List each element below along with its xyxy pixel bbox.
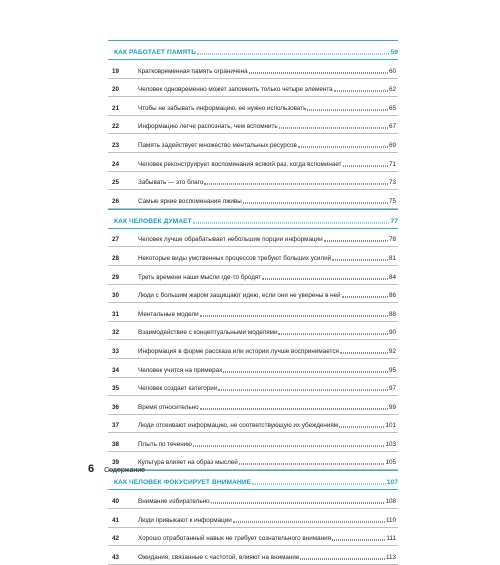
entry-page-number: 113 [385,553,396,561]
section-page-number: 107 [386,479,398,487]
entry-number: 31 [112,310,120,318]
entry-title: Самые яркие воспоминания лживы [138,197,242,205]
entry-page-number: 67 [388,123,396,131]
entry-page-number: 65 [388,104,396,112]
section-heading-thinking[interactable] [108,209,398,229]
toc-entry-33[interactable] [108,340,398,359]
entry-number: 43 [112,553,120,561]
toc-entry-32[interactable] [108,322,398,341]
toc-entry-25[interactable] [108,172,398,191]
entry-title: Кратковременная память ограничена [138,67,248,75]
entry-page-number: 108 [385,498,396,506]
section-heading-memory[interactable] [108,40,398,60]
entry-page-number: 88 [388,310,396,318]
section-page-number: 77 [390,217,398,225]
entry-number: 24 [112,160,120,168]
section-title: КАК РАБОТАЕТ ПАМЯТЬ [114,49,197,56]
entry-title: Люди отсеивают информацию, не соответствующую их убеждениям [138,422,339,430]
entry-title: Люди привыкают к информации [138,516,232,524]
entry-title: Время относительно [138,403,199,411]
entry-title: Ментальные модели [138,310,199,318]
toc-entry-31[interactable] [108,303,398,322]
section-title: КАК ЧЕЛОВЕК ДУМАЕТ [114,217,192,225]
toc-entry-43[interactable] [108,546,398,565]
entry-page-number: 69 [388,141,396,149]
entry-number: 21 [112,104,120,112]
dot-leader [332,259,388,260]
dot-leader [204,184,388,185]
entry-number: 29 [112,273,120,281]
entry-page-number: 105 [385,459,396,467]
toc-entry-42[interactable] [108,528,398,547]
entry-page-number: 111 [386,535,396,543]
entry-title: Ожидания, связанные с частотой, влияют на внимание [138,553,300,561]
entry-title: Человек реконструирует воспоминания всякий раз, когда вспоминает [138,160,342,168]
entry-number: 20 [112,86,120,94]
toc-entry-27[interactable] [108,229,398,248]
dot-leader [334,91,388,92]
dot-leader [324,241,388,242]
entry-title: Человек одновременно может запомнить только четыре элемента [138,86,333,94]
toc-entry-19[interactable] [108,60,398,79]
entry-number: 35 [112,385,120,393]
dot-leader [193,445,385,446]
toc-entry-28[interactable] [108,247,398,266]
dot-leader [223,371,388,372]
entry-number: 32 [112,329,120,337]
entry-title: Плыть по течению [138,440,192,448]
entry-page-number: 90 [388,329,396,337]
dot-leader [342,297,388,298]
entry-page-number: 62 [388,86,396,94]
dot-leader [278,334,388,335]
entry-title: Забывать — это благо [138,179,204,187]
entry-number: 40 [112,498,120,506]
entry-number: 38 [112,440,120,448]
dot-leader [197,54,389,55]
toc-entry-26[interactable] [108,190,398,209]
entry-title: Информацию легче распознать, чем вспомнить [138,123,278,131]
section-title: КАК ЧЕЛОВЕК ФОКУСИРУЕТ ВНИМАНИЕ [114,479,252,487]
entry-number: 23 [112,141,120,149]
section-page-number: 59 [390,49,398,56]
entry-page-number: 73 [388,179,396,187]
toc-entry-21[interactable] [108,97,398,116]
entry-title: Внимание избирательно [138,498,210,506]
dot-leader [193,222,390,223]
entry-page-number: 103 [385,440,396,448]
entry-page-number: 97 [388,385,396,393]
table-of-contents [108,40,398,565]
dot-leader [252,484,386,485]
dot-leader [279,128,388,129]
dot-leader [343,165,388,166]
toc-entry-41[interactable] [108,509,398,528]
dot-leader [218,390,388,391]
entry-page-number: 86 [388,292,396,300]
toc-entry-39[interactable] [108,452,398,471]
footer-page-number: 6 [88,463,95,475]
entry-page-number: 84 [388,273,396,281]
entry-number: 42 [112,535,120,543]
toc-entry-34[interactable] [108,359,398,378]
entry-title: Культура влияет на образ мыслей [138,459,238,467]
toc-entry-22[interactable] [108,116,398,135]
toc-entry-29[interactable] [108,266,398,285]
dot-leader [243,202,388,203]
entry-page-number: 75 [388,197,396,205]
entry-page-number: 81 [388,254,396,262]
page-footer [88,463,145,475]
toc-entry-20[interactable] [108,79,398,98]
entry-title: Люди с большим жаром защищают идею, если они не уверены в ней [138,292,341,300]
entry-page-number: 110 [385,516,396,524]
dot-leader [200,315,388,316]
toc-entry-23[interactable] [108,134,398,153]
entry-number: 33 [112,347,120,355]
section-heading-attention[interactable] [108,470,398,490]
dot-leader [211,503,385,504]
toc-entry-36[interactable] [108,396,398,415]
toc-entry-38[interactable] [108,433,398,452]
entry-page-number: 60 [388,67,396,75]
dot-leader [300,558,385,559]
toc-entry-24[interactable] [108,153,398,172]
toc-entry-35[interactable] [108,378,398,397]
entry-title: Треть времени наши мысли где-то бродят [138,273,262,281]
dot-leader [233,521,385,522]
dot-leader [307,109,388,110]
entry-number: 25 [112,179,120,187]
dot-leader [340,352,388,353]
entry-page-number: 78 [388,236,396,244]
dot-leader [200,408,388,409]
entry-number: 28 [112,254,120,262]
entry-title: Информация в форме рассказа или истории лучше воспринимается [138,347,339,355]
entry-number: 39 [112,459,120,467]
entry-page-number: 99 [388,403,396,411]
dot-leader [262,278,388,279]
entry-title: Некоторые виды умственных процессов требуют больших усилий [138,254,332,262]
entry-title: Человек учится на примерах [138,366,223,374]
entry-number: 26 [112,197,120,205]
footer-label: Содержание [104,467,146,474]
dot-leader [298,146,388,147]
entry-page-number: 95 [388,366,396,374]
entry-page-number: 71 [388,160,396,168]
entry-title: Память задействует множество ментальных ресурсов [138,141,297,149]
entry-number: 22 [112,123,120,131]
entry-title: Человек создает категории [138,385,218,393]
dot-leader [239,464,385,465]
dot-leader [332,540,385,541]
entry-number: 27 [112,236,120,244]
dot-leader [339,427,384,428]
toc-entry-37[interactable] [108,415,398,434]
entry-title: Чтобы не забывать информацию, ее нужно использовать [138,104,307,112]
dot-leader [249,72,388,73]
entry-number: 36 [112,403,120,411]
entry-title: Человек лучше обрабатывает небольшие порции информации [138,236,323,244]
entry-number: 34 [112,366,120,374]
entry-title: Хорошо отработанный навык не требует сознательного внимания [138,535,332,543]
entry-page-number: 101 [385,422,396,430]
entry-number: 37 [112,422,120,430]
entry-page-number: 92 [388,347,396,355]
toc-entry-30[interactable] [108,285,398,304]
entry-title: Взаимодействие с концептуальными моделями [138,329,278,337]
entry-number: 41 [112,516,120,524]
entry-number: 19 [112,67,120,75]
entry-number: 30 [112,292,120,300]
